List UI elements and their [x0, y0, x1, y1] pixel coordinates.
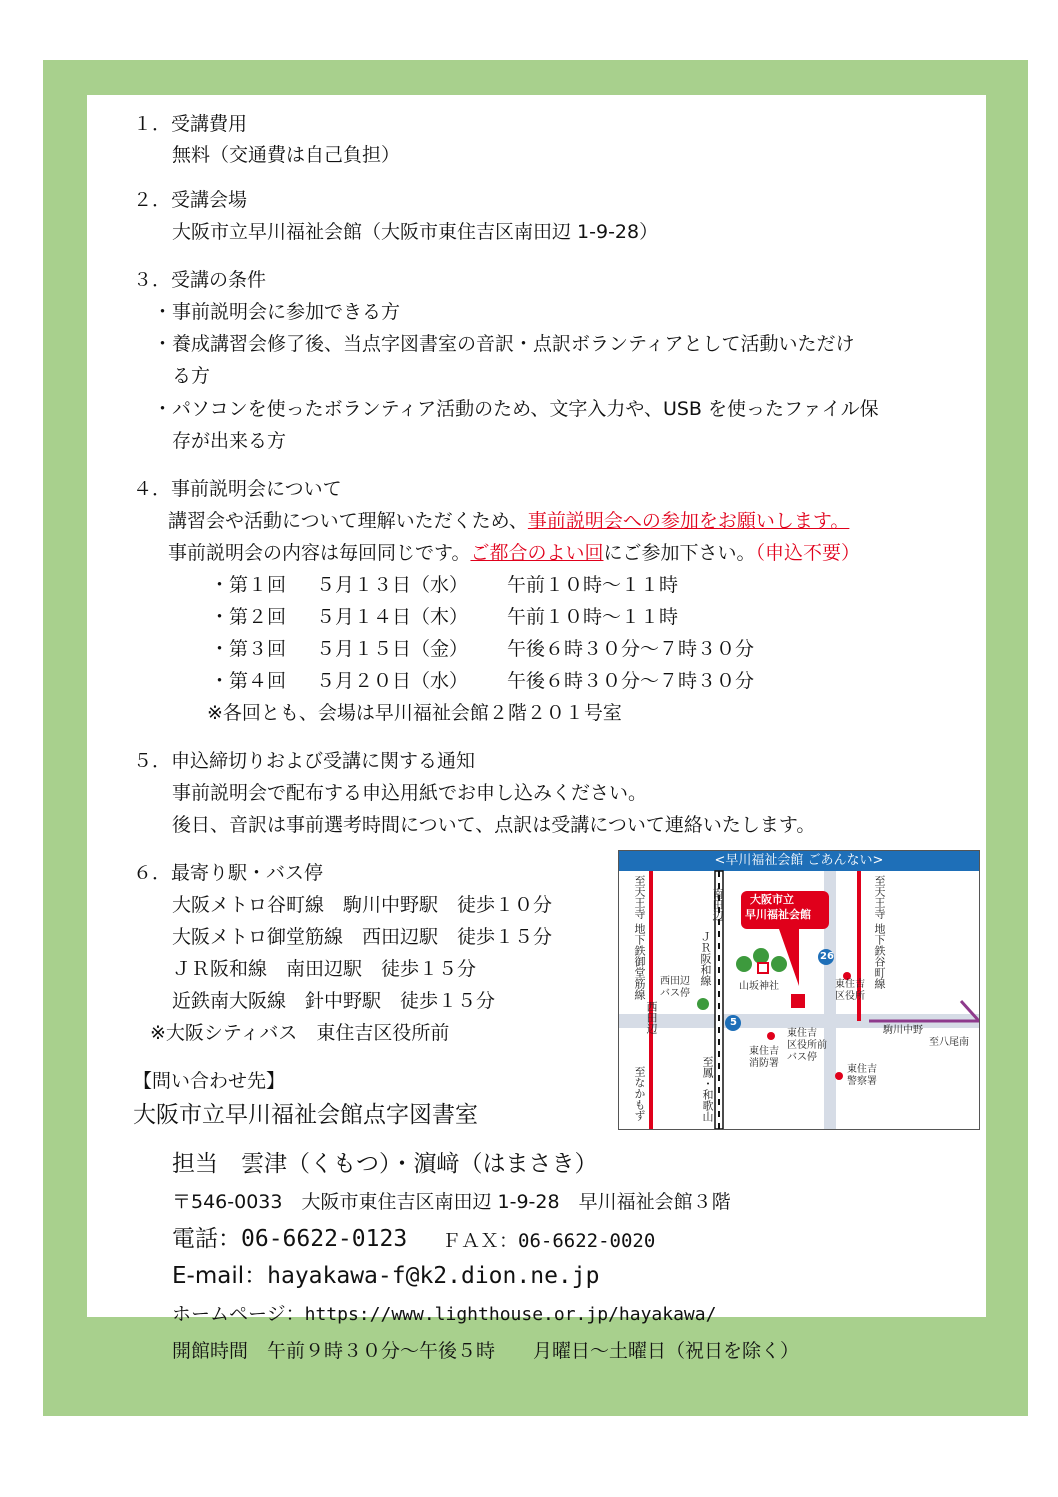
section1-body: 無料（交通費は自己負担）	[172, 144, 401, 166]
condition-1: ・事前説明会に参加できる方	[153, 301, 401, 323]
map-bus-stop: 東住吉 区役所前 バス停	[787, 1028, 827, 1063]
email-address[interactable]: hayakawa-f@k2.dion.ne.jp	[267, 1263, 600, 1289]
session-3-date: ５月１５日（金）	[316, 638, 469, 660]
access-2: 大阪メトロ御堂筋線 西田辺駅 徒歩１５分	[172, 926, 553, 948]
venue-marker	[791, 994, 805, 1008]
session-4-time: 午後６時３０分～７時３０分	[507, 670, 755, 692]
contact-org: 大阪市立早川福祉会館点字図書室	[133, 1102, 478, 1128]
section1-heading: １．受講費用	[133, 113, 248, 135]
map-title: <早川福祉会館 ごあんない>	[619, 851, 979, 871]
session-note: ※各回とも、会場は早川福祉会館２階２０１号室	[207, 702, 622, 724]
condition-3a: ・パソコンを使ったボランティア活動のため、文字入力や、USB を使ったファイル保	[153, 398, 879, 420]
map-shrine: 山坂神社	[739, 981, 779, 992]
no-application-needed: （申込不要）	[755, 542, 861, 564]
map-to-otori: 至鳳・和歌山	[701, 1056, 714, 1122]
session-4-no: ・第４回	[210, 670, 287, 692]
map-left-bottom: 至なかもず	[633, 1066, 646, 1121]
map-right-top: 至天王寺	[873, 875, 886, 919]
map-route26: 26	[820, 951, 834, 962]
email-label: E-mail：	[172, 1263, 268, 1289]
session-2-date: ５月１４日（木）	[316, 606, 469, 628]
access-map	[618, 850, 980, 1130]
session-1-date: ５月１３日（水）	[316, 574, 469, 596]
session-4-date: ５月２０日（水）	[316, 670, 469, 692]
section2-body: 大阪市立早川福祉会館（大阪市東住吉区南田辺 1-9-28）	[172, 221, 659, 243]
map-police: 東住吉 警察署	[847, 1064, 877, 1087]
web-url[interactable]: https://www.lighthouse.or.jp/hayakawa/	[304, 1304, 717, 1325]
briefing-line2	[168, 541, 860, 565]
condition-2a: ・養成講習会修了後、当点字図書室の音訳・点訳ボランティアとして活動いただけ	[153, 333, 855, 355]
contact-address: 〒546-0033 大阪市東住吉区南田辺 1-9-28 早川福祉会館３階	[172, 1191, 731, 1213]
map-left-mid: 地下鉄御堂筋線	[633, 923, 646, 1000]
map-to-yao: 至八尾南	[929, 1037, 969, 1048]
briefing-request: 事前説明会への参加をお願いします。	[527, 510, 850, 532]
shrine-icon	[758, 963, 768, 973]
section2-heading: ２．受講会場	[133, 189, 248, 211]
map-station-left: 西田辺	[645, 1001, 658, 1034]
fax-number: 06-6622-0020	[518, 1230, 656, 1252]
section5-line2: 後日、音訳は事前選考時間について、点訳は受講について連絡いたします。	[172, 814, 816, 836]
section4-heading: ４．事前説明会について	[133, 478, 342, 500]
subway-midosuji	[649, 871, 653, 1129]
contact-hours: 開館時間 午前９時３０分～午後５時 月曜日～土曜日（祝日を除く）	[172, 1340, 800, 1362]
tel-label: 電話：	[172, 1226, 241, 1252]
section3-heading: ３．受講の条件	[133, 269, 267, 291]
map-venue-l2: 早川福祉会館	[745, 908, 811, 921]
session-2-time: 午前１０時～１１時	[507, 606, 679, 628]
briefing-line1-text: 講習会や活動について理解いただくため、	[168, 510, 528, 532]
condition-3b: 存が出来る方	[172, 430, 287, 452]
tel-number: 06-6622-0123	[241, 1226, 408, 1252]
map-station-minamitanabe: 南田辺	[711, 888, 724, 921]
session-1-no: ・第１回	[210, 574, 287, 596]
map-komagawa: 駒川中野	[883, 1025, 923, 1036]
briefing-choose: ご都合のよい回	[470, 542, 604, 564]
map-left-top: 至天王寺	[633, 875, 646, 919]
section6-heading: ６．最寄り駅・バス停	[133, 862, 324, 884]
web-label: ホームページ：	[172, 1303, 305, 1325]
map-venue-l1: 大阪市立	[750, 893, 794, 906]
condition-2b: る方	[172, 365, 211, 387]
map-jr-line: ＪＲ阪和線	[699, 931, 712, 986]
briefing-line2-text: 事前説明会の内容は毎回同じです。	[168, 542, 471, 564]
session-1-time: 午前１０時～１１時	[507, 574, 679, 596]
access-5: ※大阪シティバス 東住吉区役所前	[150, 1022, 450, 1044]
session-3-time: 午後６時３０分～７時３０分	[507, 638, 755, 660]
session-2-no: ・第２回	[210, 606, 287, 628]
contact-web-line	[172, 1302, 716, 1327]
briefing-line2-text2: にご参加下さい。	[603, 542, 756, 564]
contact-staff: 担当 雲津（くもつ）・濵﨑（はまさき）	[172, 1151, 598, 1177]
contact-fax-line	[442, 1229, 655, 1253]
session-3-no: ・第３回	[210, 638, 287, 660]
contact-phone-line	[172, 1225, 407, 1253]
access-4: 近鉄南大阪線 針中野駅 徒歩１５分	[172, 990, 496, 1012]
map-fire-station: 東住吉 消防署	[749, 1046, 779, 1069]
map-ward-office: 東住吉 区役所	[835, 979, 865, 1002]
contact-email-line	[172, 1262, 599, 1290]
section5-line1: 事前説明会で配布する申込用紙でお申し込みください。	[172, 782, 648, 804]
contact-heading: 【問い合わせ先】	[133, 1070, 286, 1092]
section5-heading: ５．申込締切りおよび受講に関する通知	[133, 750, 476, 772]
map-right-mid: 地下鉄谷町線	[873, 923, 886, 989]
map-nishitanabe-bus: 西田辺 バス停	[660, 976, 690, 999]
access-3: ＪＲ阪和線 南田辺駅 徒歩１５分	[172, 958, 477, 980]
map-route5: 5	[730, 1017, 737, 1028]
briefing-line1	[168, 509, 849, 533]
fax-label: ＦＡＸ：	[442, 1230, 519, 1252]
access-1: 大阪メトロ谷町線 駒川中野駅 徒歩１０分	[172, 894, 553, 916]
